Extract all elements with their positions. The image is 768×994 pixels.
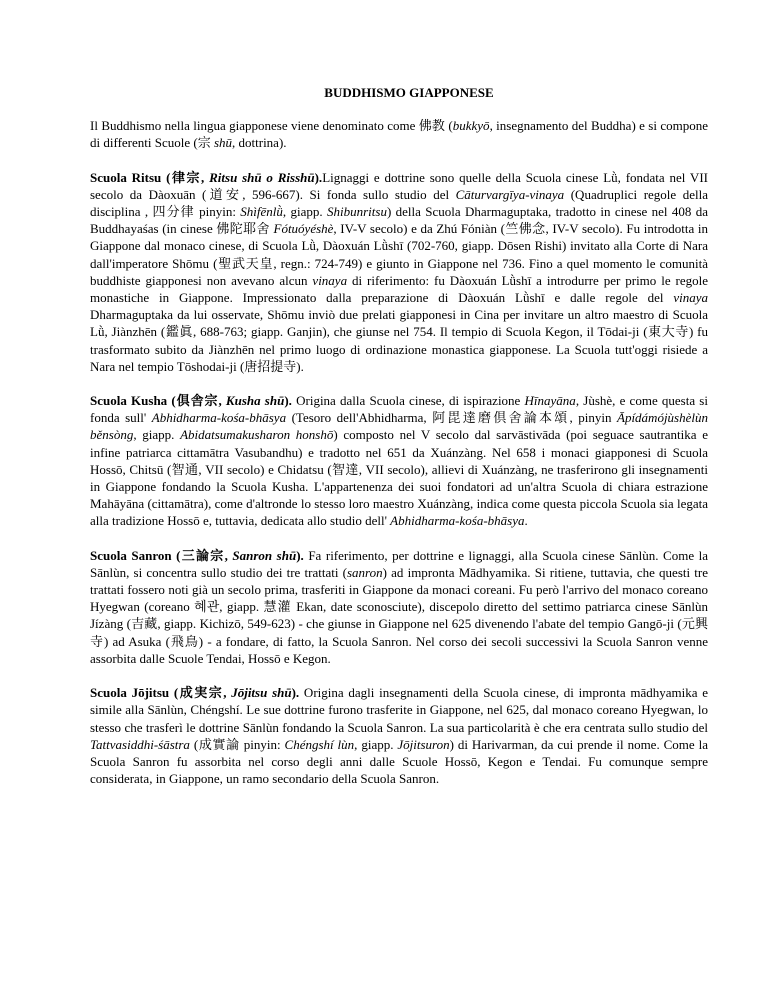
jojitsu-term-1: Tattvasiddhi-śāstra bbox=[90, 736, 190, 752]
jojitsu-heading-end: ). bbox=[291, 685, 300, 701]
jojitsu-heading-text: Scuola Jōjitsu (成実宗, bbox=[90, 685, 232, 701]
kusha-text-4: , giapp. bbox=[133, 427, 181, 443]
ritsu-text-7: Dharmaguptaka da lui osservate, Shōmu inviò due prelati giapponesi in Cina per invitare un altro maestro di Scuola Lǜ, Jiànzhēn (鑑眞, 688-763; giapp. Ganjin), che giunse nel 754. Il tempio di Scuola Kegon, il Tōdai-ji (東大寺) fu trasformato subito da Jiànzhēn nel primo luogo di ordinazione monastica giapponese. La Scuola tutt'oggi risiede a Nara nel tempio Tōshodai-ji (唐招提寺). bbox=[90, 307, 708, 374]
kusha-term-5: Abhidharma-kośa-bhāsya bbox=[390, 513, 525, 529]
jojitsu-term-2: Chéngshí lùn bbox=[284, 736, 355, 752]
sanron-text-1: Fa riferimento, per dottrine e lignaggi, alla Scuola cinese Sānlùn. Come la Sānlùn, si concentra sullo studio dei tre trattati ( bbox=[90, 547, 708, 580]
kusha-text-1: Origina dalla Scuola cinese, di ispirazione bbox=[291, 393, 525, 409]
ritsu-paragraph bbox=[90, 169, 708, 375]
kusha-term-2: Abhidharma-kośa-bhāsya bbox=[151, 410, 287, 426]
document-title: BUDDHISMO GIAPPONESE bbox=[324, 85, 494, 100]
intro-text-1: Il Buddhismo nella lingua giapponese viene denominato come 佛教 ( bbox=[90, 118, 453, 134]
ritsu-term-3: Shibunritsu bbox=[326, 204, 387, 220]
ritsu-heading bbox=[90, 170, 322, 185]
kusha-paragraph bbox=[90, 392, 708, 530]
kusha-heading bbox=[90, 393, 292, 408]
kusha-text-5: ) composto nel V secolo dal sarvāstivāda (poi seguace sautrantika e infine patriarca cittamātra Vasubandhu) e tradotto nel 651 da Xuánzàng. Nel 658 i monaci giapponesi di Scuola Hossō, Chitsū (智通, VII secolo) e Chidatsu (智達, VII secolo), allievi di Xuánzàng, ne trasferirono gli insegnamenti in Giappone fondando la Scuola Kusha. L'appartenenza dei suoi fondatori ad un'altra Scuola di chiara estrazione Mahāyāna (cittamātra), come d'altronde lo stesso loro maestro Xuánzàng, indica come questa piccola Scuola sia legata alla tradizione Hossō e, tuttavia, dedicata allo studio dell' bbox=[90, 427, 708, 529]
ritsu-heading-end: ). bbox=[314, 169, 323, 185]
ritsu-heading-text: Scuola Ritsu (律宗, bbox=[90, 169, 210, 185]
sanron-heading bbox=[90, 548, 304, 563]
ritsu-term-2: Shìfēnlǜ bbox=[240, 204, 283, 220]
kusha-term-3: Āpídámójùshèlùn běnsòng bbox=[90, 410, 708, 443]
jojitsu-text-1: Origina dagli insegnamenti della Scuola cinese, di impronta mādhyamika e simile alla Sānlùn, Chéngshí. Le sue dottrine furono trasferite in Giappone, nel 625, dal monaco coreano Hyegwan, lo stesso che trasferì le dottrine Sānlùn fondando la Scuola Sanron. La sua particolarità è che era centrata sullo studio del bbox=[90, 685, 708, 735]
kusha-heading-end: ). bbox=[284, 393, 292, 409]
ritsu-text-2: (Quadruplici regole della disciplina , 四分律 pinyin: bbox=[90, 186, 708, 220]
jojitsu-text-2: (成實論 pinyin: bbox=[189, 736, 285, 752]
ritsu-term-6: vinaya bbox=[673, 290, 708, 306]
ritsu-text-6: di riferimento: fu Dàoxuán Lǜshī a introdurre per primo le regole monastiche in Giappone. Impressionato dalla preparazione di Dàoxuán Lǜshī e dalle regole del bbox=[90, 272, 708, 306]
jojitsu-term-3: Jōjitsuron bbox=[397, 736, 450, 752]
intro-text-3: , dottrina). bbox=[232, 135, 287, 151]
intro-term-shu: shū bbox=[213, 135, 233, 151]
jojitsu-heading-term: Jōjitsu shū bbox=[231, 685, 292, 701]
jojitsu-text-3: , giapp. bbox=[354, 736, 398, 752]
kusha-heading-text: Scuola Kusha (倶舎宗, bbox=[90, 393, 226, 409]
sanron-term-1: sanron bbox=[346, 564, 383, 580]
sanron-heading-text: Scuola Sanron (三論宗, bbox=[90, 547, 233, 563]
ritsu-text-5: , IV-V secolo) e da Zhú Fóniàn (竺佛念, IV-V secolo). Fu introdotta in Giappone dal monaco cinese, di Scuola Lǜ, Dàoxuán Lǜshī (702-760, giapp. Dōsen Rishi) invitato alla Corte di Nara dall'imperatore Shōmu (聖武天皇, regn.: 724-749) e giunto in Giappone nel 736. Fino a quel momento le comunità buddhiste giapponesi non avevano alcun bbox=[90, 221, 709, 288]
kusha-term-4: Abidatsumakusharon honshō bbox=[180, 427, 334, 443]
jojitsu-text-4: ) di Harivarman, da cui prende il nome. Come la Scuola Sanron fu assorbita nel corso degli anni dalle Scuole Hossō, Kegon e Tendai. Fu comunque sempre considerata, in Giappone, un ramo secondario della Scuola Sanron. bbox=[90, 736, 708, 787]
kusha-heading-term: Kusha shū bbox=[225, 393, 285, 409]
intro-term-bukkyo: bukkyō bbox=[452, 118, 490, 134]
ritsu-text-1: Lignaggi e dottrine sono quelle della Scuola cinese Lǜ, fondata nel VII secolo da Dàoxuān (道安, 596-667). Si fonda sullo studio del bbox=[90, 169, 708, 202]
kusha-text-3: (Tesoro dell'Abhidharma, 阿毘達磨倶舍論本頌, pinyin bbox=[286, 410, 617, 426]
ritsu-term-1: Cāturvargīya-vinaya bbox=[455, 186, 565, 202]
ritsu-text-4: ) della Scuola Dharmaguptaka, tradotto in cinese nel 408 da Buddhayaśas (in cinese 佛陀耶舍 bbox=[90, 204, 708, 237]
kusha-text-6: . bbox=[524, 513, 528, 529]
sanron-paragraph bbox=[90, 547, 708, 667]
ritsu-heading-term: Ritsu shū o Risshū bbox=[209, 169, 315, 185]
intro-paragraph bbox=[90, 117, 708, 151]
jojitsu-paragraph bbox=[90, 684, 708, 787]
sanron-heading-end: ). bbox=[296, 547, 304, 563]
kusha-term-1: Hīnayāna bbox=[524, 393, 576, 409]
jojitsu-heading bbox=[90, 685, 299, 700]
sanron-heading-term: Sanron shū bbox=[232, 547, 297, 563]
sanron-text-2: ) ad impronta Mādhyamika. Si ritiene, tuttavia, che questi tre trattati fossero noti già un secolo prima, trasferiti in Giappone da monaci coreani. Fu però l'arrivo del monaco coreano Hyegwan (coreano 혜관, giapp. 慧灌 Ekan, date sconosciute), discepolo diretto del settimo patriarca cinese Sānlùn Jízàng (吉藏, giapp. Kichizō, 549-623) - che giunse in Giappone nel 625 divenendo l'abate del tempio Gangō-ji (元興寺) ad Asuka (飛鳥) - a fondare, di fatto, la Scuola Sanron. Nel corso dei secoli successivi la Scuola Sanron venne assorbita dalle Scuole Tendai, Hossō e Kegon. bbox=[90, 564, 708, 666]
kusha-text-2: , Jùshè, e come questa si fonda sull' bbox=[90, 393, 708, 426]
ritsu-text-3: , giapp. bbox=[282, 204, 327, 220]
ritsu-term-4: Fótuóyéshè bbox=[273, 221, 334, 237]
ritsu-term-5: vinaya bbox=[312, 272, 348, 288]
intro-text-2: , insegnamento del Buddha) e si compone di differenti Scuole (宗 bbox=[90, 118, 708, 151]
